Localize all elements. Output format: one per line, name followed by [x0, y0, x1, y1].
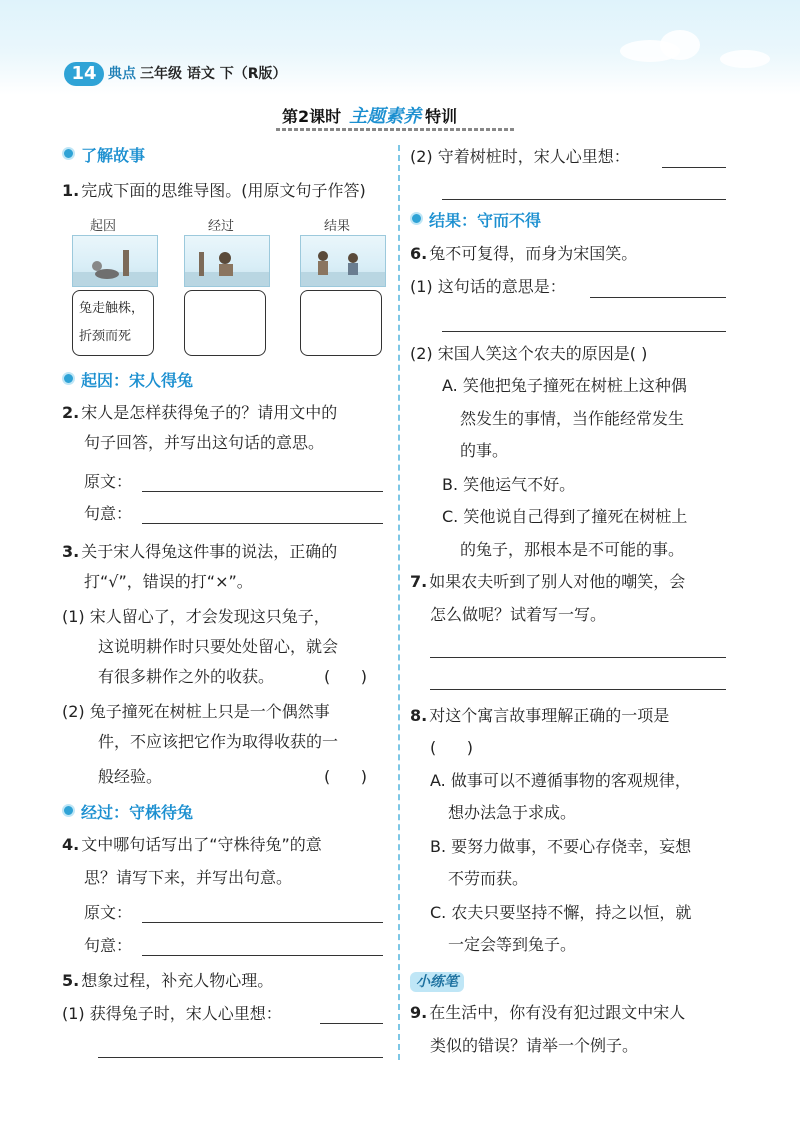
section-heading: 了解故事 — [62, 145, 145, 167]
bullet-icon — [62, 804, 75, 817]
option-c: C. 农夫只要坚持不懈，持之以恒，就 — [430, 903, 692, 922]
cloud-decoration — [660, 30, 700, 60]
option-c-cont: 的兔子，那根本是不可能的事。 — [460, 540, 685, 559]
bullet-icon — [62, 372, 75, 385]
question-3-cont: 打“√”，错误的打“×”。 — [84, 572, 253, 591]
illustration-cause — [72, 235, 158, 287]
mindmap-answer: 折颈而死 — [79, 329, 132, 344]
bullet-icon — [410, 212, 423, 225]
question-7-cont: 怎么做呢？试着写一写。 — [430, 605, 607, 624]
option-c-cont: 一定会等到兔子。 — [448, 935, 577, 954]
question-9-cont: 类似的错误？请举一个例子。 — [430, 1036, 639, 1055]
question-6-item-2: (2) 宋国人笑这个农夫的原因是( ) — [410, 344, 648, 363]
answer-paren[interactable]: ( ) — [430, 738, 473, 757]
meaning-label: 句意： — [84, 504, 133, 523]
option-a-cont: 想办法急于求成。 — [448, 803, 577, 822]
cloud-decoration — [720, 50, 770, 68]
question-2-cont: 句子回答，并写出这句话的意思。 — [84, 433, 325, 452]
answer-line[interactable] — [442, 331, 726, 332]
section-heading: 结果：守而不得 — [410, 210, 541, 232]
practice-section — [410, 970, 464, 992]
mindmap-answer: 兔走触株， — [79, 301, 145, 316]
question-6-item-1: (1) 这句话的意思是： — [410, 277, 566, 296]
question-3: 3. 关于宋人得兔这件事的说法，正确的 — [62, 542, 338, 561]
original-text-label: 原文： — [84, 472, 133, 491]
option-b-cont: 不劳而获。 — [448, 869, 529, 888]
answer-line[interactable] — [320, 1023, 383, 1024]
question-8: 8. 对这个寓言故事理解正确的一项是 — [410, 706, 670, 725]
answer-paren[interactable]: ( ) — [324, 767, 367, 786]
answer-line[interactable] — [142, 955, 383, 956]
answer-line[interactable] — [98, 1057, 383, 1058]
question-9: 9. 在生活中，你有没有犯过跟文中宋人 — [410, 1003, 686, 1022]
statement-1: (1) 宋人留心了，才会发现这只兔子， — [62, 607, 330, 626]
title-underline — [276, 128, 516, 131]
answer-line[interactable] — [142, 922, 383, 923]
mindmap-label: 结果 — [324, 219, 351, 234]
option-a-cont: 然发生的事情，当作能经常发生 — [460, 409, 685, 428]
question-6: 6. 兔不可复得，而身为宋国笑。 — [410, 244, 638, 263]
question-2: 2. 宋人是怎样获得兔子的？请用文中的 — [62, 403, 338, 422]
option-a-cont: 的事。 — [460, 441, 509, 460]
mindmap-label: 经过 — [208, 219, 235, 234]
question-4: 4. 文中哪句话写出了“守株待兔”的意 — [62, 835, 322, 854]
farmer-waiting-illustration — [185, 236, 269, 286]
answer-line[interactable] — [662, 167, 726, 168]
answer-line[interactable] — [142, 523, 383, 524]
mindmap-label: 起因 — [90, 219, 117, 234]
option-a: A. 笑他把兔子撞死在树桩上这种偶 — [442, 376, 687, 395]
statement-2: (2) 兔子撞死在树桩上只是一个偶然事 — [62, 702, 330, 721]
question-5-item-1: (1) 获得兔子时，宋人心里想： — [62, 1004, 282, 1023]
mindmap-box-result[interactable] — [300, 290, 382, 356]
lesson-theme: 主题素养 — [349, 106, 422, 127]
answer-line[interactable] — [430, 689, 726, 690]
statement-2-cont: 件，不应该把它作为取得收获的一 — [98, 732, 339, 751]
question-4-cont: 思？请写下来，并写出句意。 — [84, 868, 293, 887]
answer-paren[interactable]: ( ) — [324, 667, 367, 686]
statement-2-cont: 般经验。 — [98, 767, 163, 786]
section-heading: 起因：宋人得兔 — [62, 370, 193, 392]
mindmap-box-process[interactable] — [184, 290, 266, 356]
answer-line[interactable] — [430, 657, 726, 658]
lesson-special: 特训 — [425, 106, 458, 126]
original-text-label: 原文： — [84, 903, 133, 922]
statement-1-cont: 这说明耕作时只要处处留心，就会 — [98, 637, 339, 656]
question-7: 7. 如果农夫听到了别人对他的嘲笑，会 — [410, 572, 686, 591]
option-c: C. 笑他说自己得到了撞死在树桩上 — [442, 507, 688, 526]
option-b: B. 笑他运气不好。 — [442, 475, 576, 494]
bullet-icon — [62, 147, 75, 160]
statement-1-cont: 有很多耕作之外的收获。 — [98, 667, 275, 686]
book-brand — [108, 62, 287, 86]
illustration-process — [184, 235, 270, 287]
brand-logo: 典点 — [108, 66, 136, 82]
answer-line[interactable] — [142, 491, 383, 492]
illustration-result — [300, 235, 386, 287]
page-number: 14 — [64, 62, 104, 86]
meaning-label: 句意： — [84, 936, 133, 955]
answer-line[interactable] — [442, 199, 726, 200]
question-5: 5. 想象过程，补充人物心理。 — [62, 971, 274, 990]
book-subtitle: 三年级 语文 下（R版） — [140, 66, 287, 82]
mindmap-box-cause — [72, 290, 154, 356]
option-a: A. 做事可以不遵循事物的客观规律， — [430, 771, 691, 790]
lesson-title — [282, 101, 457, 129]
farmers-laughing-illustration — [301, 236, 385, 286]
lesson-number: 第2课时 — [282, 106, 342, 126]
answer-line[interactable] — [590, 297, 726, 298]
section-heading: 经过：守株待兔 — [62, 802, 193, 824]
question-1: 1. 完成下面的思维导图。(用原文句子作答) — [62, 181, 366, 200]
option-b: B. 要努力做事，不要心存侥幸，妄想 — [430, 837, 692, 856]
rabbit-tree-illustration — [73, 236, 157, 286]
column-divider — [398, 145, 400, 1060]
question-5-item-2: (2) 守着树桩时，宋人心里想： — [410, 147, 630, 166]
practice-badge: 小练笔 — [410, 972, 464, 992]
